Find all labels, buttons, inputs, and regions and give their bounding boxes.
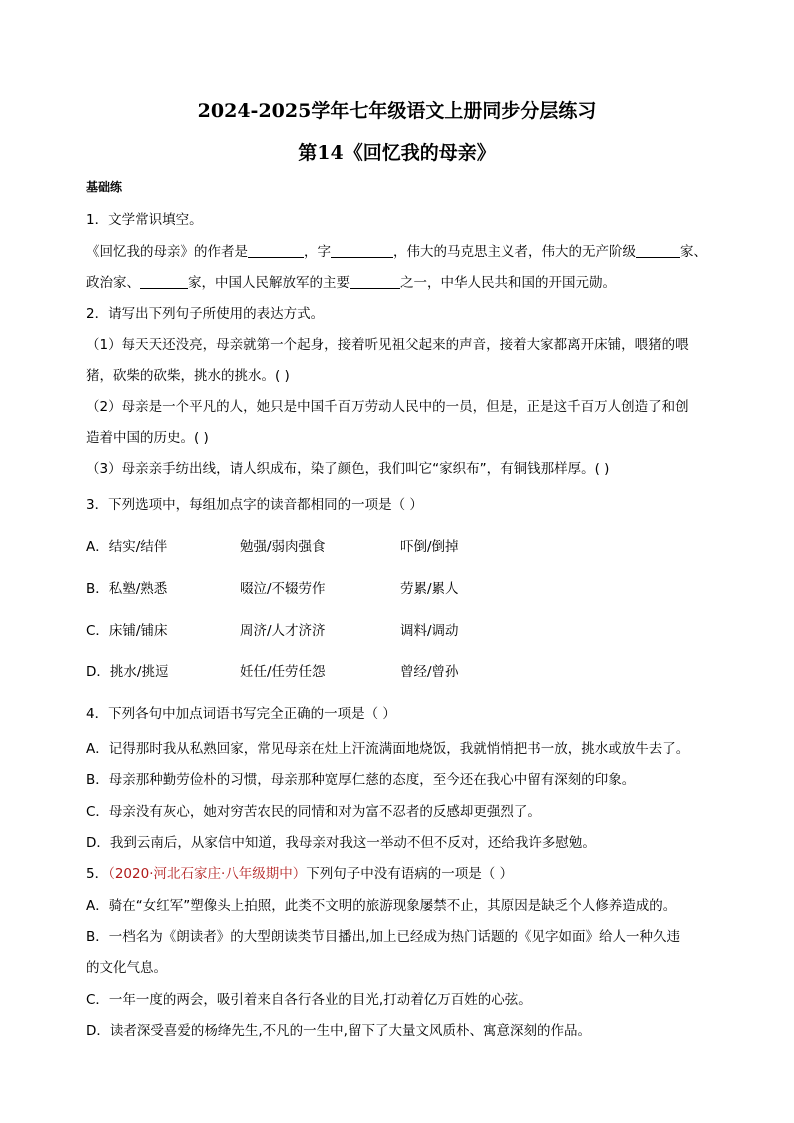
q1-text: 之一，中华人民共和国的开国元勋。 (400, 275, 616, 291)
q4-option-d[interactable]: D．我到云南后，从家信中知道，我母亲对我这一举动不但不反对，还给我许多慰勉。 (86, 835, 596, 851)
document-subtitle: 第14《回忆我的母亲》 (298, 142, 496, 164)
q1-line1 (86, 240, 707, 260)
fill-blank[interactable] (248, 243, 304, 258)
q4-option-c[interactable]: C．母亲没有灰心，她对穷苦农民的同情和对为富不忍者的反感却更强烈了。 (86, 804, 541, 820)
q1-text: 家，中国人民解放军的主要 (188, 275, 350, 291)
q3-stem: 3．下列选项中，每组加点字的读音都相同的一项是（ ） (86, 497, 423, 513)
q3-option-d-c: 曾经/曾孙 (400, 664, 459, 680)
q1-line2 (86, 271, 616, 291)
q3-option-c-b: 周济/人才济济 (240, 623, 326, 639)
q2-stem: 2．请写出下列句子所使用的表达方式。 (86, 306, 325, 322)
q3-option-c-c: 调料/调动 (400, 623, 459, 639)
q5-number: 5． (86, 866, 109, 882)
fill-blank[interactable] (350, 274, 400, 289)
q3-option-a[interactable]: A．结实/结伴 (86, 539, 168, 555)
q3-option-d[interactable]: D．挑水/挑逗 (86, 664, 169, 680)
q2-item3-line1: （3）母亲亲手纺出线，请人织成布，染了颜色，我们叫它“家织布”，有铜钱那样厚。( ) (86, 461, 610, 477)
q3-option-a-c: 吓倒/倒掉 (400, 539, 459, 555)
q1-text: 《回忆我的母亲》的作者是 (86, 244, 248, 260)
q2-item2-line2: 造着中国的历史。( ) (86, 430, 209, 446)
fill-blank[interactable] (331, 243, 393, 258)
q3-option-c[interactable]: C．床铺/铺床 (86, 623, 168, 639)
q1-text: 政治家、 (86, 275, 140, 291)
q4-option-a[interactable]: A．记得那时我从私熟回家，常见母亲在灶上汗流满面地烧饭，我就悄悄把书一放，挑水或放牛去了。 (86, 741, 690, 757)
q3-option-a-b: 勉强/弱肉强食 (240, 539, 326, 555)
q5-option-d[interactable]: D．读者深受喜爱的杨绛先生,不凡的一生中,留下了大量文风质朴、寓意深刻的作品。 (86, 1023, 591, 1039)
q3-option-d-b: 妊任/任劳任怨 (240, 664, 326, 680)
q5-option-c[interactable]: C．一年一度的两会，吸引着来自各行各业的目光,打动着亿万百姓的心弦。 (86, 992, 532, 1008)
q5-option-a[interactable]: A．骑在“女红军”塑像头上拍照，此类不文明的旅游现象屡禁不止，其原因是缺乏个人修养造成的。 (86, 898, 677, 914)
document-title: 2024-2025学年七年级语文上册同步分层练习 (197, 100, 597, 122)
q5-source: （2020·河北石家庄·八年级期中） (108, 866, 307, 882)
q1-text: 家、 (680, 244, 707, 260)
fill-blank[interactable] (140, 274, 188, 289)
q5-stem (86, 862, 513, 882)
q5-option-b[interactable]: B．一档名为《朗读者》的大型朗读类节目播出,加上已经成为热门话题的《见字如面》给人一种久违 (86, 929, 681, 945)
q2-item1-line1: （1）每天天还没亮，母亲就第一个起身，接着听见祖父起来的声音，接着大家都离开床铺，喂猪的喂 (86, 337, 689, 353)
fill-blank[interactable] (636, 243, 680, 258)
q4-option-b[interactable]: B．母亲那种勤劳俭朴的习惯，母亲那种宽厚仁慈的态度，至今还在我心中留有深刻的印象。 (86, 772, 636, 788)
q1-stem: 1．文学常识填空。 (86, 212, 203, 228)
q4-stem: 4．下列各句中加点词语书写完全正确的一项是（ ） (86, 706, 396, 722)
q5-stem-text: 下列句子中没有语病的一项是（ ） (306, 866, 514, 882)
q2-item1-line2: 猪，砍柴的砍柴，挑水的挑水。( ) (86, 368, 290, 384)
q3-option-b-c: 劳累/累人 (400, 581, 459, 597)
q1-text: ，伟大的马克思主义者，伟大的无产阶级 (393, 244, 636, 260)
q1-text: ，字 (304, 244, 331, 260)
q5-option-b-cont: 的文化气息。 (86, 960, 167, 976)
q2-item2-line1: （2）母亲是一个平凡的人，她只是中国千百万劳动人民中的一员，但是，正是这千百万人创造了和创 (86, 399, 689, 415)
q3-option-b[interactable]: B．私塾/熟悉 (86, 581, 168, 597)
q3-option-b-b: 啜泣/不辍劳作 (240, 581, 326, 597)
section-label: 基础练 (86, 180, 123, 194)
